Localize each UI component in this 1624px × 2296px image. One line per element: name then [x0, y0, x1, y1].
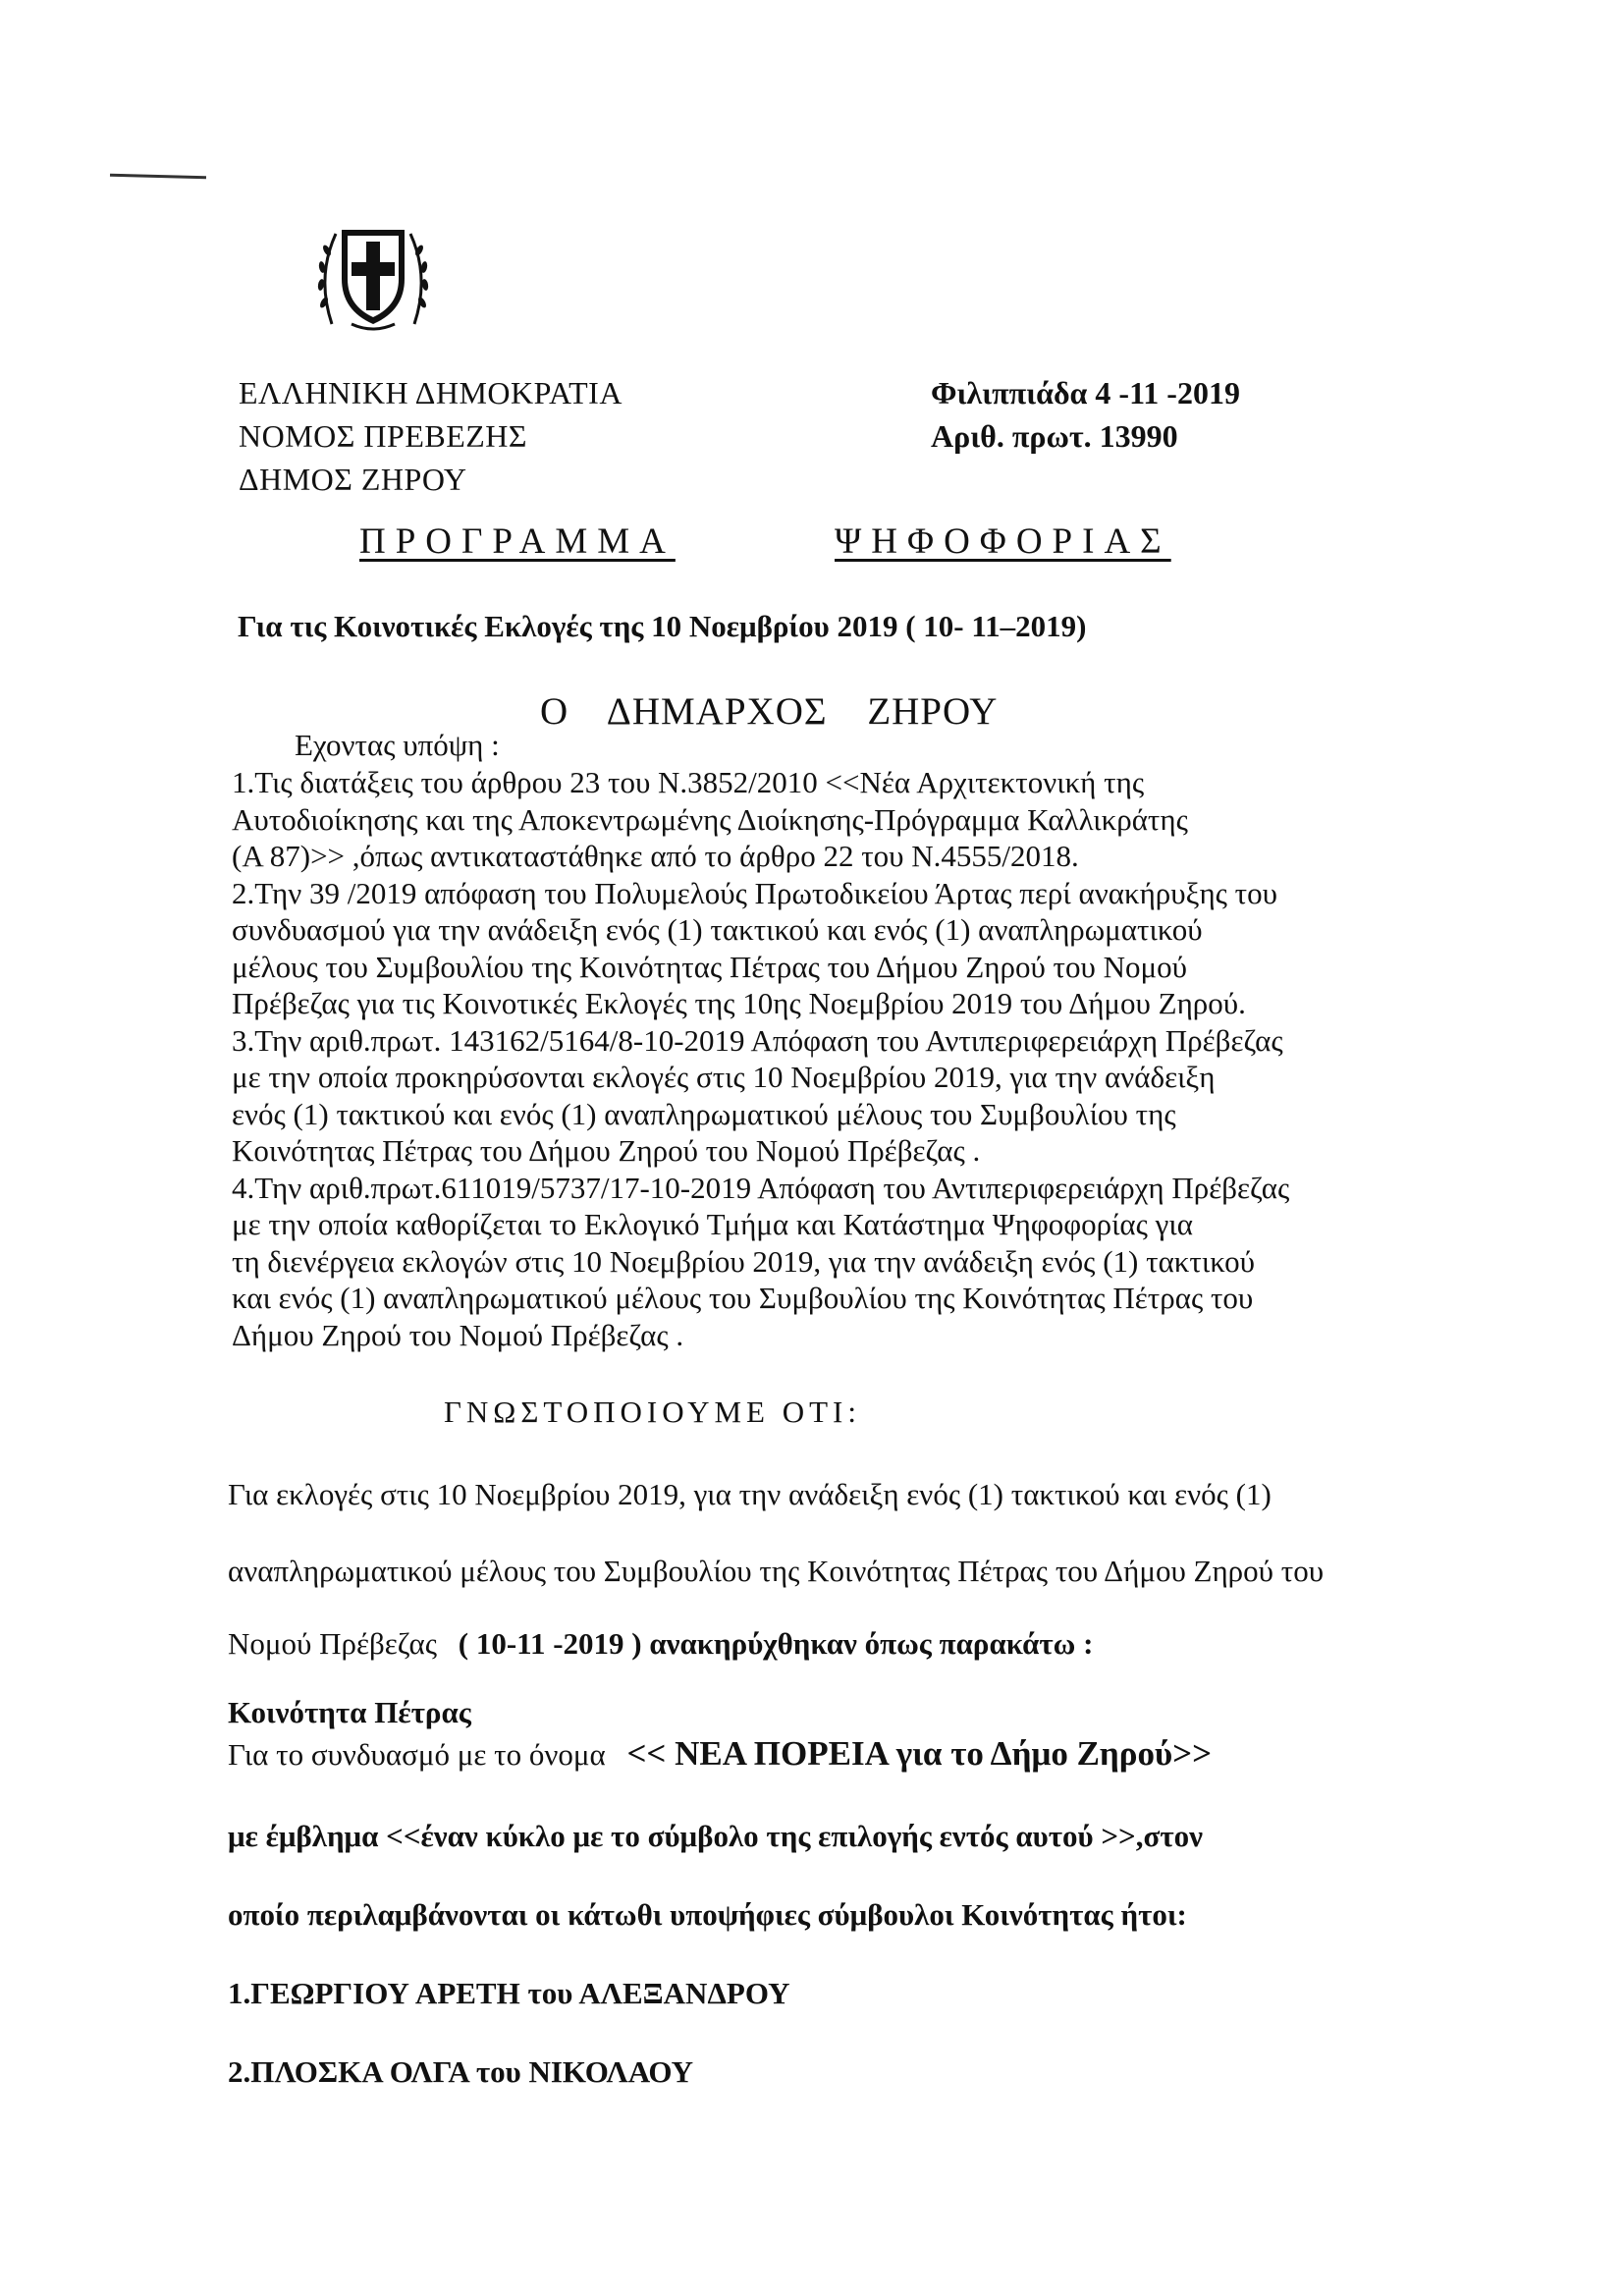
body-line: 3.Την αριθ.πρωτ. 143162/5164/8-10-2019 Απόφαση του Αντιπεριφερειάρχη Πρέβεζας: [232, 1022, 1283, 1058]
body-line: με την οποία προκηρύσονται εκλογές στις 10 Νοεμβρίου 2019, για την ανάδειξη: [232, 1060, 1216, 1094]
announcement-line-1: Για εκλογές στις 10 Νοεμβρίου 2019, για την ανάδειξη ενός (1) τακτικού και ενός (1): [228, 1477, 1272, 1511]
title-voting: ΨΗΦΟΦΟΡΙΑΣ: [835, 521, 1171, 562]
header-right-block: [931, 371, 1240, 458]
body-line: και ενός (1) αναπληρωματικού μέλους του Συμβουλίου της Κοινότητας Πέτρας του: [232, 1281, 1254, 1315]
body-line: συνδυασμού για την ανάδειξη ενός (1) τακτικού και ενός (1) αναπληρωματικού: [232, 912, 1203, 947]
body-line: Κοινότητας Πέτρας του Δήμου Ζηρού του Νομού Πρέβεζας .: [232, 1133, 981, 1168]
body-line: τη διενέργεια εκλογών στις 10 Νοεμβρίου 2019, για την ανάδειξη ενός (1) τακτικού: [232, 1243, 1256, 1279]
announcement-line-3: [228, 1626, 1093, 1662]
body-line: 2.Την 39 /2019 απόφαση του Πολυμελούς Πρωτοδικείου Άρτας περί ανακήρυξης του: [232, 875, 1277, 910]
combination-intro: Για το συνδυασμό με το όνομα: [228, 1737, 606, 1772]
title-program: ΠΡΟΓΡΑΜΜΑ: [359, 521, 676, 562]
body-line: με την οποία καθορίζεται το Εκλογικό Τμήμα και Κατάστημα Ψηφοφορίας για: [232, 1207, 1193, 1241]
considering-label: Εχοντας υπόψη :: [295, 728, 500, 762]
body-line: μέλους του Συμβουλίου της Κοινότητας Πέτρας του Δήμου Ζηρού του Νομού: [232, 949, 1187, 984]
body-line: ενός (1) τακτικού και ενός (1) αναπληρωματικού μέλους του Συμβουλίου της: [232, 1096, 1176, 1131]
candidate-2: 2.ΠΛΟΣΚΑ ΟΛΓΑ του ΝΙΚΟΛΑΟΥ: [228, 2054, 694, 2089]
notice-heading: ΓΝΩΣΤΟΠΟΙΟΥΜΕ ΟΤΙ:: [444, 1394, 861, 1429]
protocol-number: Αριθ. πρωτ. 13990: [931, 418, 1178, 454]
scan-mark: [110, 174, 206, 180]
body-line: (Α 87)>> ,όπως αντικαταστάθηκε από το άρθρο 22 του Ν.4555/2018.: [232, 839, 1079, 873]
combination-line: [228, 1734, 1212, 1774]
announcement-line-3-bold: ( 10-11 -2019 ) ανακηρύχθηκαν όπως παρακάτω :: [458, 1626, 1094, 1661]
community-name: Κοινότητα Πέτρας: [228, 1695, 471, 1729]
emblem-description: με έμβλημα <<έναν κύκλο με το σύμβολο της επιλογής εντός αυτού >>,στον: [228, 1819, 1203, 1853]
header-left-block: [239, 371, 623, 501]
header-state: ΕΛΛΗΝΙΚΗ ΔΗΜΟΚΡΑΤΙΑ: [239, 375, 623, 410]
subtitle: Για τις Κοινοτικές Εκλογές της 10 Νοεμβρίου 2019 ( 10- 11–2019): [238, 609, 1087, 643]
greek-coat-of-arms-emblem: [312, 208, 434, 338]
announcement-line-2: αναπληρωματικού μέλους του Συμβουλίου της Κοινότητας Πέτρας του Δήμου Ζηρού του: [228, 1554, 1325, 1588]
body-line: 4.Την αριθ.πρωτ.611019/5737/17-10-2019 Απόφαση του Αντιπεριφερειάρχη Πρέβεζας: [232, 1170, 1290, 1205]
mayor-heading: Ο ΔΗΜΑΡΧΟΣ ΖΗΡΟΥ: [540, 690, 999, 733]
candidate-1: 1.ΓΕΩΡΓΙΟΥ ΑΡΕΤΗ του ΑΛΕΞΑΝΔΡΟΥ: [228, 1976, 790, 2010]
body-line: Δήμου Ζηρού του Νομού Πρέβεζας .: [232, 1317, 684, 1352]
legal-basis-text: [232, 764, 1289, 1353]
body-line: Πρέβεζας για τις Κοινοτικές Εκλογές της 10ης Νοεμβρίου 2019 του Δήμου Ζηρού.: [232, 986, 1246, 1020]
combination-name: << ΝΕΑ ΠΟΡΕΙΑ για το Δήμο Ζηρού>>: [626, 1734, 1213, 1773]
candidates-intro: οποίο περιλαμβάνονται οι κάτωθι υποψήφιες σύμβουλοι Κοινότητας ήτοι:: [228, 1897, 1187, 1932]
announcement-line-3-start: Νομού Πρέβεζας: [228, 1626, 438, 1661]
place-date: Φιλιππιάδα 4 -11 -2019: [931, 375, 1240, 410]
header-prefecture: ΝΟΜΟΣ ΠΡΕΒΕΖΗΣ: [239, 418, 528, 454]
header-municipality: ΔΗΜΟΣ ΖΗΡΟΥ: [239, 462, 467, 497]
body-line: 1.Τις διατάξεις του άρθρου 23 του Ν.3852/2010 <<Νέα Αρχιτεκτονική της: [232, 765, 1145, 799]
body-line: Αυτοδιοίκησης και της Αποκεντρωμένης Διοίκησης-Πρόγραμμα Καλλικράτης: [232, 801, 1188, 837]
